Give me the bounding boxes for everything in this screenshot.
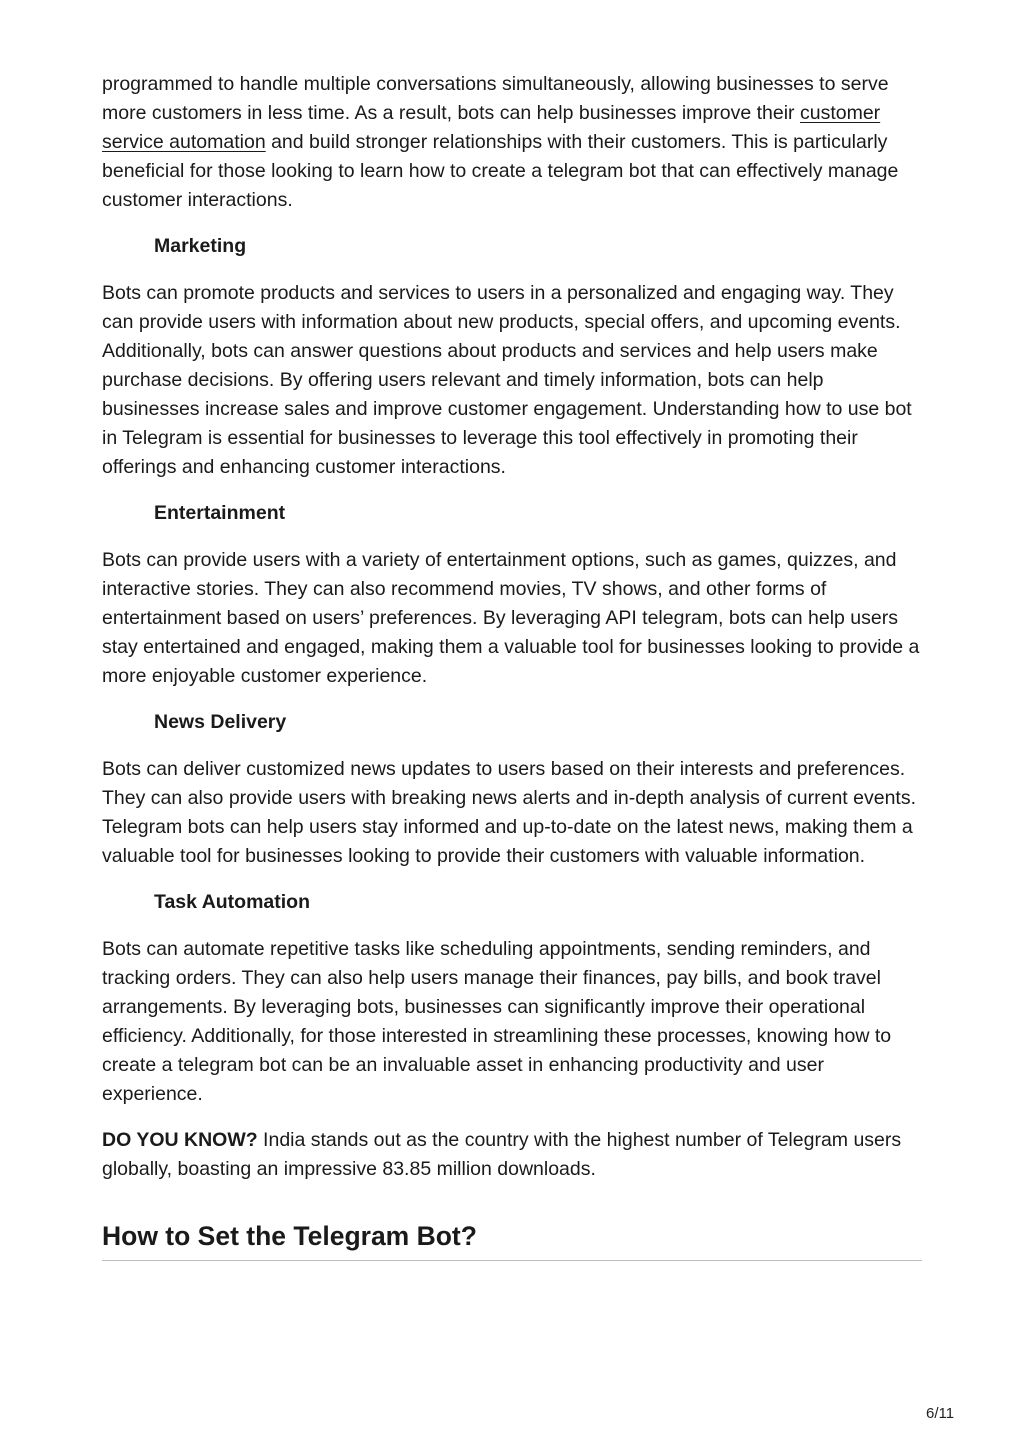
section-heading-task-automation: Task Automation (154, 891, 311, 913)
next-section-heading: How to Set the Telegram Bot? (102, 1221, 477, 1251)
section-heading-marketing: Marketing (154, 235, 247, 257)
intro-text-before-link: programmed to handle multiple conversations simultaneously, allowing businesses to serve more customers in less time. As a result, bots can help businesses improve their (102, 73, 889, 124)
section-heading-entertainment: Entertainment (154, 502, 286, 524)
did-you-know-text: India stands out as the country with the highest number of Telegram users globally, boasting an impressive 83.85 million downloads. (102, 1129, 902, 1180)
customer-service-automation-link[interactable]: customer service automation (102, 102, 881, 153)
did-you-know-label: DO YOU KNOW? (102, 1129, 258, 1151)
section-body-news-delivery: Bots can deliver customized news updates to users based on their interests and preferences. They can also provide users with breaking news alerts and in-depth analysis of current events. Telegram bots can help users stay informed and up-to-date on the latest news, making them a valuable tool for businesses looking to provide their customers with valuable information. (102, 758, 917, 867)
section-body-task-automation: Bots can automate repetitive tasks like scheduling appointments, sending reminders, and tracking orders. They can also help users manage their finances, pay bills, and book travel arrangements. By leveraging bots, businesses can significantly improve their operational efficiency. Additionally, for those interested in streamlining these processes, knowing how to create a telegram bot can be an invaluable asset in enhancing productivity and user experience. (102, 938, 892, 1105)
section-body-marketing: Bots can promote products and services to users in a personalized and engaging way. They can provide users with information about new products, special offers, and upcoming events. Additionally, bots can answer questions about products and services and help users make purchase decisions. By offering users relevant and timely information, bots can help businesses increase sales and improve customer engagement. Understanding how to use bot in Telegram is essential for businesses to leverage this tool effectively in promoting their offerings and enhancing customer interactions. (102, 282, 912, 478)
did-you-know-callout (102, 1126, 924, 1184)
document-page (102, 70, 924, 1261)
intro-paragraph (102, 70, 924, 215)
section-heading-news-delivery: News Delivery (154, 711, 287, 733)
intro-text-after-link: and build stronger relationships with their customers. This is particularly beneficial for those looking to learn how to create a telegram bot that can effectively manage customer interactions. (102, 131, 899, 211)
heading-divider (102, 1260, 922, 1261)
page-number: 6/11 (926, 1405, 955, 1422)
section-body-entertainment: Bots can provide users with a variety of entertainment options, such as games, quizzes, and interactive stories. They can also recommend movies, TV shows, and other forms of entertainment based on users’ preferences. By leveraging API telegram, bots can help users stay entertained and engaged, making them a valuable tool for businesses looking to provide a more enjoyable customer experience. (102, 549, 920, 687)
